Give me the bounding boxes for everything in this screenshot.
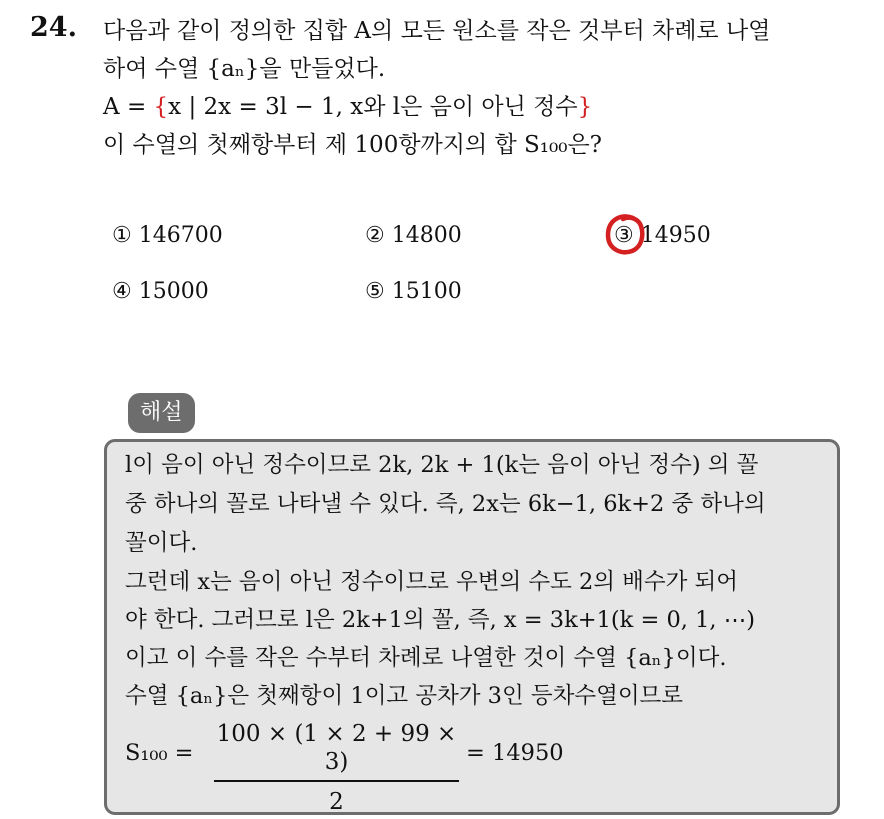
choice-2-mark: ②: [365, 223, 385, 248]
choice-1-value: 146700: [138, 223, 223, 248]
solution-line-2: 중 하나의 꼴로 나타낼 수 있다. 즉, 2x는 6k−1, 6k+2 중 하나의: [125, 491, 766, 517]
choice-5-mark: ⑤: [365, 279, 385, 304]
choice-4-mark: ④: [112, 279, 132, 304]
answer-circle-mark: [603, 211, 647, 257]
question-line-4: 이 수열의 첫째항부터 제 100항까지의 합 S₁₀₀은?: [103, 132, 603, 158]
choice-1[interactable]: [112, 222, 223, 250]
solution-line-1: l이 음이 아닌 정수이므로 2k, 2k + 1(k는 음이 아닌 정수) 의 꼴: [125, 452, 759, 478]
choice-4[interactable]: [112, 278, 209, 306]
question-line-2: 하여 수열 {aₙ}을 만들었다.: [103, 56, 386, 82]
choice-3-value: 14950: [640, 223, 711, 248]
solution-line-4: 그런데 x는 음이 아닌 정수이므로 우변의 수도 2의 배수가 되어: [125, 569, 739, 595]
choice-2[interactable]: [365, 222, 462, 250]
question-line-1: 다음과 같이 정의한 집합 A의 모든 원소를 작은 것부터 차례로 나열: [103, 18, 771, 44]
question-number: 24.: [30, 12, 77, 43]
solution-line-5: 야 한다. 그러므로 l은 2k+1의 꼴, 즉, x = 3k+1(k = 0, 1, ⋯): [125, 607, 755, 633]
choice-4-value: 15000: [138, 279, 209, 304]
choice-2-value: 14800: [391, 223, 462, 248]
formula-denominator: 2: [329, 789, 344, 815]
fraction-bar: [214, 780, 459, 782]
choice-5-value: 15100: [391, 279, 462, 304]
formula-rhs: = 14950: [466, 740, 564, 766]
solution-line-6: 이고 이 수를 작은 수부터 차례로 나열한 것이 수열 {aₙ}이다.: [125, 645, 727, 671]
formula-fraction: [214, 720, 459, 816]
solution-line-3: 꼴이다.: [125, 530, 198, 556]
formula-lhs: S₁₀₀ =: [125, 740, 194, 766]
choice-5[interactable]: [365, 278, 462, 306]
choice-3-mark: ③: [614, 223, 634, 248]
formula-numerator: 100 × (1 × 2 + 99 × 3): [216, 721, 457, 775]
solution-line-7: 수열 {aₙ}은 첫째항이 1이고 공차가 3인 등차수열이므로: [125, 683, 684, 709]
choice-1-mark: ①: [112, 223, 132, 248]
set-definition: A = {x | 2x = 3l − 1, x와 l은 음이 아닌 정수}: [103, 94, 593, 120]
solution-tag: 해설: [128, 393, 195, 433]
